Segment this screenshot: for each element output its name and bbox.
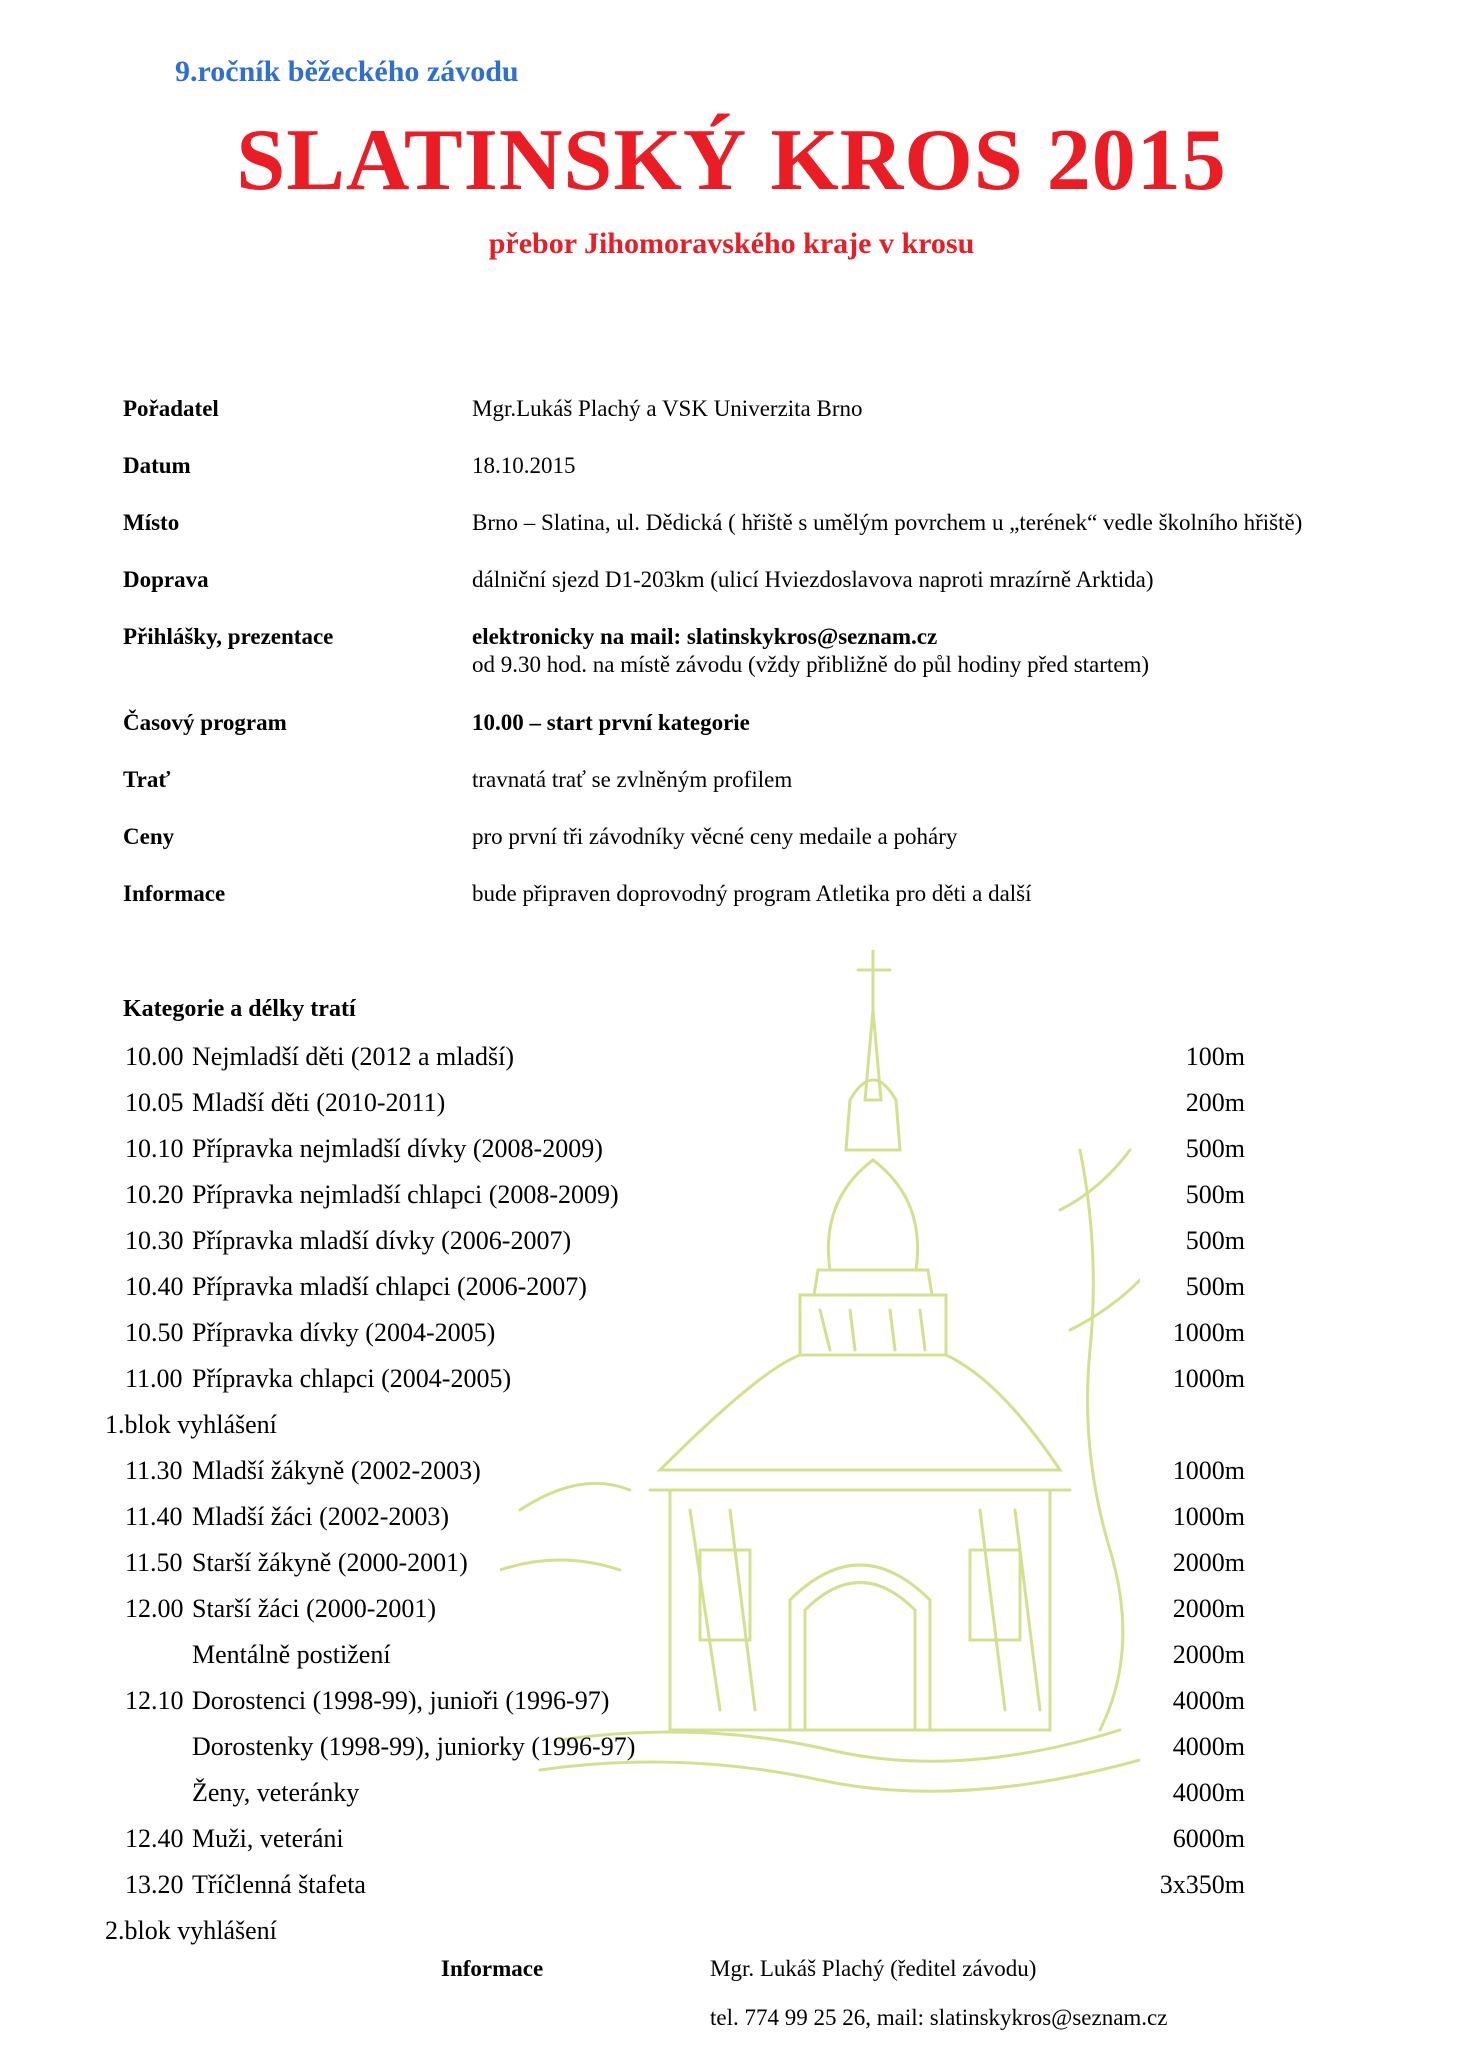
category-name: Muži, veteráni — [192, 1824, 344, 1853]
info-label-information: Informace — [123, 881, 226, 906]
category-time: 10.00 — [125, 1042, 184, 1071]
category-row — [125, 1594, 1245, 1634]
info-value-organizer: Mgr.Lukáš Plachý a VSK Univerzita Brno — [472, 396, 863, 421]
info-label-organizer: Pořadatel — [123, 396, 219, 421]
category-time: 10.30 — [125, 1226, 184, 1255]
category-time: 10.05 — [125, 1088, 184, 1117]
category-time: 10.10 — [125, 1134, 184, 1163]
category-row — [125, 1088, 1245, 1128]
category-distance: 1000m — [1172, 1318, 1245, 1347]
category-distance: 3x350m — [1159, 1870, 1245, 1899]
category-name: Starší žákyně (2000-2001) — [192, 1548, 468, 1577]
category-distance: 1000m — [1172, 1456, 1245, 1485]
category-row — [125, 1778, 1245, 1818]
info-label-registration: Přihlášky, prezentace — [123, 624, 334, 649]
category-time: 11.40 — [125, 1502, 183, 1531]
race-edition: 9.ročník běžeckého závodu — [175, 55, 519, 88]
category-time: 11.00 — [125, 1364, 183, 1393]
info-value-track: travnatá trať se zvlněným profilem — [472, 767, 793, 792]
category-name: Dorostenci (1998-99), junioři (1996-97) — [192, 1686, 610, 1715]
footer-director: Mgr. Lukáš Plachý (ředitel závodu) — [710, 1956, 1037, 1981]
category-time: 11.30 — [125, 1456, 183, 1485]
category-row — [125, 1364, 1245, 1404]
footer-contact: tel. 774 99 25 26, mail: slatinskykros@seznam.cz — [710, 2005, 1168, 2030]
category-row — [125, 1456, 1245, 1496]
category-distance: 2000m — [1172, 1640, 1245, 1669]
category-row — [125, 1870, 1245, 1910]
category-row — [125, 1548, 1245, 1588]
category-time: 13.20 — [125, 1870, 184, 1899]
category-row — [125, 1686, 1245, 1726]
info-value-information: bude připraven doprovodný program Atletika pro děti a další — [472, 881, 1032, 906]
championship-subtitle: přebor Jihomoravského kraje v krosu — [488, 227, 975, 260]
category-time: 12.40 — [125, 1824, 184, 1853]
category-time: 11.50 — [125, 1548, 183, 1577]
category-row — [125, 1226, 1245, 1266]
category-name: Nejmladší děti (2012 a mladší) — [192, 1042, 515, 1071]
info-label-transport: Doprava — [123, 567, 209, 592]
category-distance: 2000m — [1172, 1548, 1245, 1577]
category-distance: 1000m — [1172, 1502, 1245, 1531]
category-name: Přípravka nejmladší dívky (2008-2009) — [192, 1134, 603, 1163]
category-row — [125, 1732, 1245, 1772]
category-time: 10.40 — [125, 1272, 184, 1301]
category-name: Přípravka mladší dívky (2006-2007) — [192, 1226, 572, 1255]
categories-heading: Kategorie a délky tratí — [123, 996, 356, 1022]
category-distance: 6000m — [1172, 1824, 1245, 1853]
category-row — [125, 1824, 1245, 1864]
category-distance: 500m — [1185, 1272, 1245, 1301]
info-value-registration-onsite: od 9.30 hod. na místě závodu (vždy přibližně do půl hodiny před startem) — [472, 652, 1150, 677]
category-distance: 4000m — [1172, 1778, 1245, 1807]
category-time: 10.20 — [125, 1180, 184, 1209]
category-distance: 500m — [1185, 1134, 1245, 1163]
category-distance: 4000m — [1172, 1686, 1245, 1715]
category-name: Tříčlenná štafeta — [192, 1870, 366, 1899]
info-value-schedule: 10.00 – start první kategorie — [472, 710, 750, 735]
info-label-track: Trať — [123, 767, 171, 792]
category-distance: 200m — [1185, 1088, 1245, 1117]
category-name: Mentálně postižení — [192, 1640, 391, 1669]
category-distance: 500m — [1185, 1226, 1245, 1255]
category-row — [125, 1502, 1245, 1542]
info-label-date: Datum — [123, 453, 191, 478]
info-value-date: 18.10.2015 — [472, 453, 576, 478]
info-value-transport: dálniční sjezd D1-203km (ulicí Hviezdoslavova naproti mrazírně Arktida) — [472, 567, 1154, 592]
category-time: 10.50 — [125, 1318, 184, 1347]
category-row — [125, 1318, 1245, 1358]
info-label-place: Místo — [123, 510, 180, 535]
category-row — [125, 1042, 1245, 1082]
info-label-prizes: Ceny — [123, 824, 175, 849]
info-value-place: Brno – Slatina, ul. Dědická ( hřiště s umělým povrchem u „terének“ vedle školního hřiště) — [472, 510, 1303, 535]
category-time: 12.00 — [125, 1594, 184, 1623]
page-title: SLATINSKÝ KROS 2015 — [236, 112, 1227, 209]
category-distance: 100m — [1185, 1042, 1245, 1071]
category-distance: 500m — [1185, 1180, 1245, 1209]
awards-block-1: 1.blok vyhlášení — [105, 1410, 277, 1439]
category-row — [125, 1134, 1245, 1174]
category-time: 12.10 — [125, 1686, 184, 1715]
category-name: Mladší žáci (2002-2003) — [192, 1502, 450, 1531]
info-label-schedule: Časový program — [123, 710, 287, 735]
category-row — [125, 1640, 1245, 1680]
category-name: Mladší děti (2010-2011) — [192, 1088, 446, 1117]
category-name: Přípravka mladší chlapci (2006-2007) — [192, 1272, 587, 1301]
info-value-prizes: pro první tři závodníky věcné ceny medaile a poháry — [472, 824, 958, 849]
category-name: Mladší žákyně (2002-2003) — [192, 1456, 481, 1485]
category-distance: 4000m — [1172, 1732, 1245, 1761]
category-name: Přípravka chlapci (2004-2005) — [192, 1364, 512, 1393]
category-name: Dorostenky (1998-99), juniorky (1996-97) — [192, 1732, 636, 1761]
category-name: Přípravka nejmladší chlapci (2008-2009) — [192, 1180, 619, 1209]
category-name: Ženy, veteránky — [192, 1778, 360, 1807]
category-distance: 2000m — [1172, 1594, 1245, 1623]
category-name: Přípravka dívky (2004-2005) — [192, 1318, 496, 1347]
category-distance: 1000m — [1172, 1364, 1245, 1393]
awards-block-2: 2.blok vyhlášení — [105, 1916, 277, 1945]
info-value-registration-email: elektronicky na mail: slatinskykros@seznam.cz — [472, 624, 938, 649]
footer-info-label: Informace — [441, 1956, 544, 1981]
category-row — [125, 1180, 1245, 1220]
category-name: Starší žáci (2000-2001) — [192, 1594, 437, 1623]
category-row — [125, 1272, 1245, 1312]
